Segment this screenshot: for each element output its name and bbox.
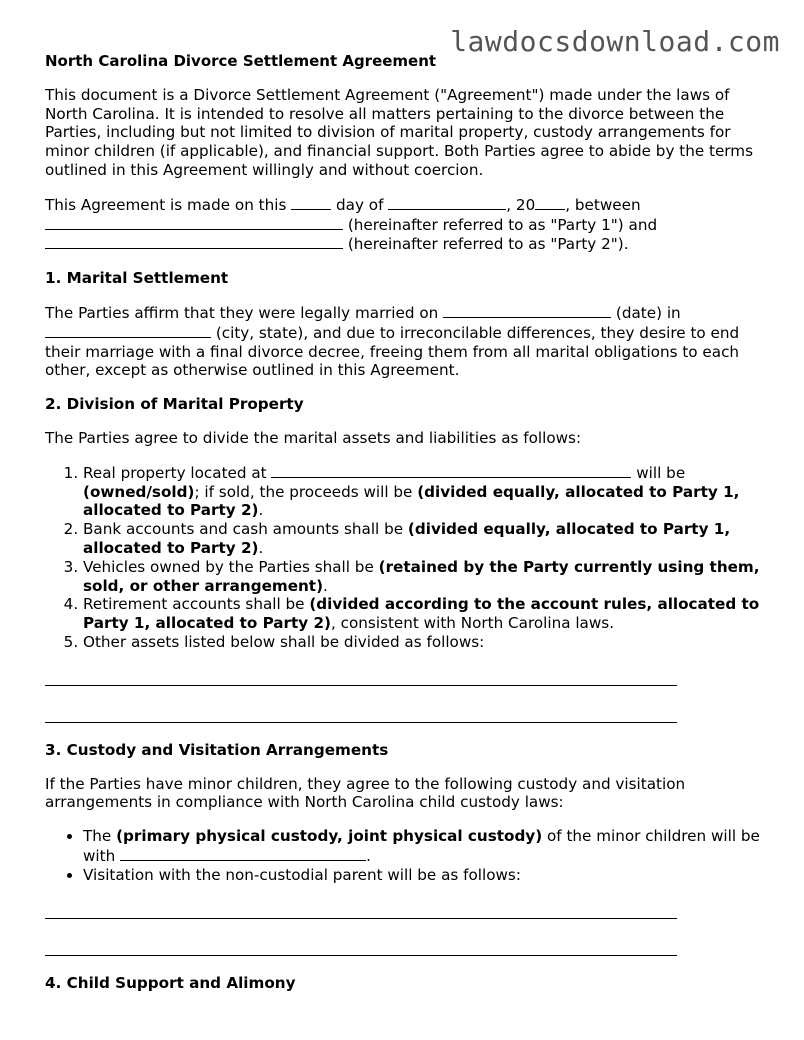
item-text: Real property located at — [83, 463, 267, 482]
property-item-bank — [83, 520, 775, 558]
item-option: (divided equally, allocated to Party 1, allocated to Party 2) — [83, 482, 740, 520]
document-title: North Carolina Divorce Settlement Agreement — [45, 52, 437, 70]
document-page — [45, 52, 775, 1007]
year-blank[interactable] — [535, 195, 565, 210]
item-text: . — [258, 501, 264, 520]
property-item-other — [83, 633, 775, 652]
item-text: , consistent with North Carolina laws. — [331, 614, 615, 633]
section-3-intro: If the Parties have minor children, they agree to the following custody and visitation arrangements in compliance with North Carolina child custody laws: — [45, 774, 686, 812]
item-text: Bank accounts and cash amounts shall be — [83, 520, 404, 539]
party1-label: (hereinafter referred to as "Party 1") and — [347, 215, 658, 234]
made-text-1: This Agreement is made on this — [45, 195, 287, 214]
property-list — [45, 463, 775, 652]
item-text: Vehicles owned by the Parties shall be — [83, 557, 374, 576]
marriage-text-2: (date) in — [615, 303, 681, 322]
watermark: lawdocsdownload.com — [450, 25, 780, 58]
section-3-heading: 3. Custody and Visitation Arrangements — [45, 740, 389, 759]
marriage-text-3: (city, state), and due to irreconcilable differences, they desire to end their marriage with a final divorce decree, freeing them from all marital obligations to each other, except as otherwise outlined in this Agreement. — [45, 323, 740, 380]
section-2-heading: 2. Division of Marital Property — [45, 395, 304, 414]
month-blank[interactable] — [388, 195, 506, 210]
section-4-heading: 4. Child Support and Alimony — [45, 973, 296, 992]
property-item-retirement — [83, 595, 775, 633]
item-text: of the minor children will be with — [83, 827, 760, 865]
other-assets-line-1[interactable] — [45, 667, 677, 686]
party2-name-blank[interactable] — [45, 234, 343, 249]
other-assets-line-2[interactable] — [45, 704, 677, 723]
property-item-vehicles — [83, 558, 775, 596]
item-text: . — [323, 576, 328, 595]
visitation-line-1[interactable] — [45, 900, 677, 919]
day-blank[interactable] — [291, 195, 331, 210]
marriage-place-blank[interactable] — [45, 323, 211, 338]
item-option: (divided equally, allocated to Party 1, allocated to Party 2) — [83, 520, 731, 557]
item-option: (primary physical custody, joint physical custody) — [116, 827, 543, 846]
marriage-date-blank[interactable] — [443, 303, 611, 318]
section-1-paragraph — [45, 303, 775, 380]
made-text-3: , 20 — [506, 195, 536, 214]
item-text: . — [258, 538, 264, 557]
made-text-4: , between — [565, 195, 641, 214]
item-text: Other assets listed below shall be divided as follows: — [83, 632, 485, 651]
property-location-blank[interactable] — [271, 463, 631, 478]
made-text-2: day of — [336, 195, 384, 214]
item-text: . — [366, 846, 371, 865]
property-item-real-estate — [83, 463, 775, 520]
agreement-parties-paragraph — [45, 195, 775, 254]
item-text: Retirement accounts shall be — [83, 595, 305, 614]
item-option: (owned/sold) — [83, 482, 195, 501]
item-text: Visitation with the non-custodial parent will be as follows: — [83, 865, 521, 884]
item-option: (retained by the Party currently using them, sold, or other arrangement) — [83, 557, 760, 595]
custody-list — [45, 827, 775, 884]
item-text: will be — [636, 463, 686, 482]
item-text: The — [83, 827, 112, 846]
custody-item-visitation — [83, 866, 775, 885]
custody-item-primary — [83, 827, 775, 866]
item-option: (divided according to the account rules, allocated to Party 1, allocated to Party 2) — [83, 595, 760, 633]
party1-name-blank[interactable] — [45, 215, 343, 230]
custodial-party-blank[interactable] — [120, 846, 366, 861]
marriage-text-1: The Parties affirm that they were legally married on — [45, 303, 439, 322]
section-1-heading: 1. Marital Settlement — [45, 269, 229, 288]
intro-paragraph: This document is a Divorce Settlement Agreement ("Agreement") made under the laws of North Carolina. It is intended to resolve all matters pertaining to the divorce between the Parties, including but not limited to division of marital property, custody arrangements for minor children (if applicable), and financial support. Both Parties agree to abide by the terms outlined in this Agreement willingly and without coercion. — [45, 85, 753, 179]
visitation-line-2[interactable] — [45, 937, 677, 956]
section-2-intro: The Parties agree to divide the marital assets and liabilities as follows: — [45, 428, 582, 447]
item-text: ; if sold, the proceeds will be — [194, 482, 413, 501]
party2-label: (hereinafter referred to as "Party 2"). — [347, 235, 629, 254]
